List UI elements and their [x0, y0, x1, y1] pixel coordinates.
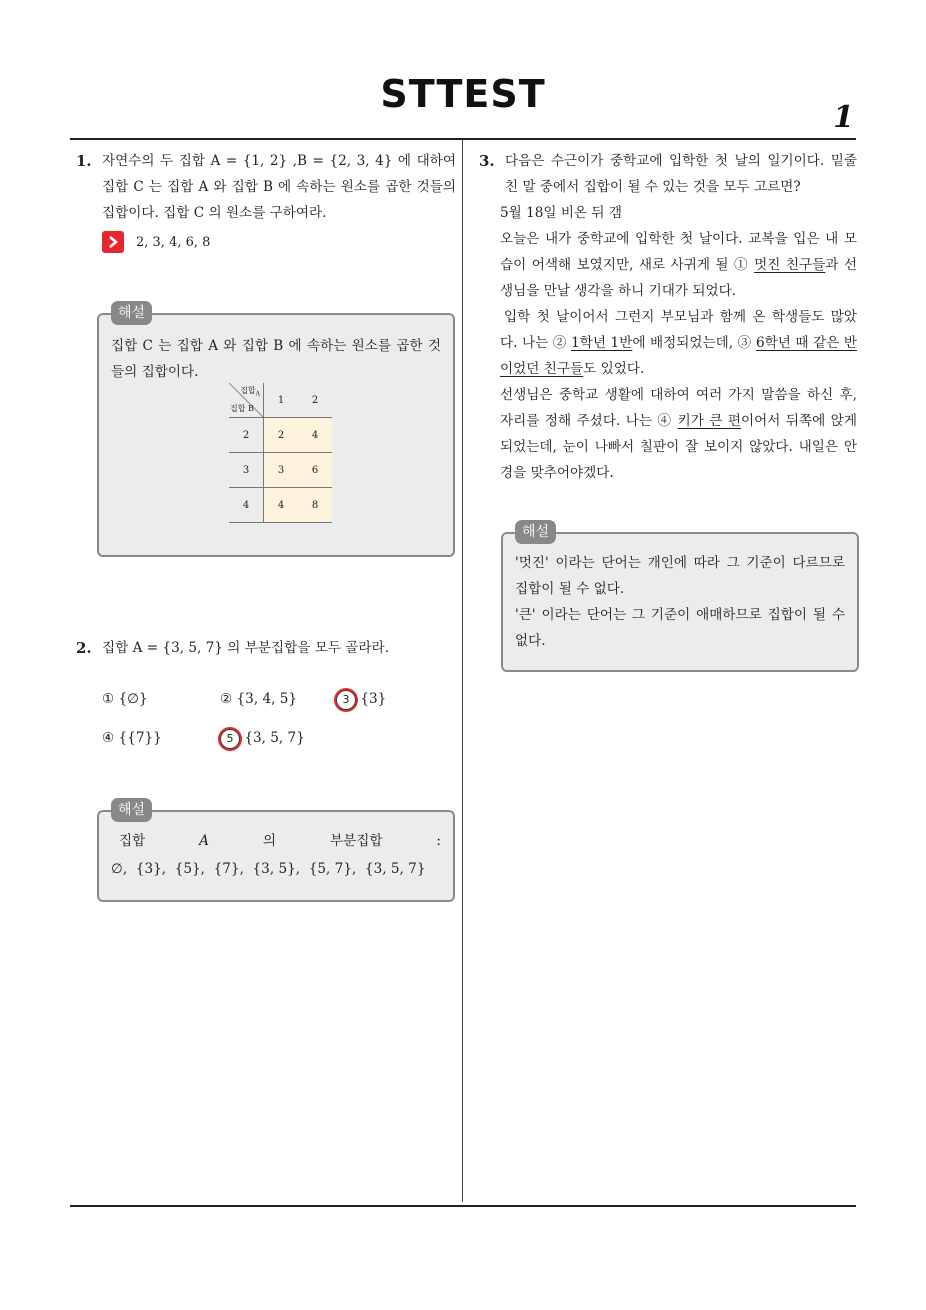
- choice-3[interactable]: [336, 688, 386, 710]
- solution-text: 집합 C 는 집합 A 와 집합 B 에 속하는 원소를 곱한 것들의 집합이다.: [111, 338, 441, 380]
- solution-line-1: '멋진' 이라는 단어는 개인에 따라 그 기준이 다르므로 집합이 될 수 없다.: [515, 555, 845, 597]
- table-cell: 8: [298, 488, 332, 523]
- choice-text: {3}: [360, 691, 387, 707]
- choice-4[interactable]: [102, 727, 162, 749]
- choice-mark: ④: [102, 730, 115, 746]
- diary-date: 5월 18일 비온 뒤 갬: [500, 205, 623, 221]
- solution-label: 해설: [515, 520, 556, 544]
- question-number: 2.: [76, 639, 92, 657]
- page-number: 1: [833, 100, 854, 135]
- diary-paragraph-3: 선생님은 중학교 생활에 대하여 여러 가지 말씀을 하신 후, 자리를 정해 주셨다. 나는 ④ 키가 큰 편이어서 뒤쪽에 앉게 되었는데, 눈이 나빠서 칠판이 잘 보이지 않았다. 내일은 안경을 맞추어야겠다.: [500, 387, 857, 481]
- question-1: [76, 148, 456, 226]
- solution-box-1: [97, 305, 455, 557]
- question-text: 다음은 수근이가 중학교에 입학한 첫 날의 일기이다. 밑줄 친 말 중에서 집합이 될 수 있는 것을 모두 고르면?: [505, 153, 857, 195]
- question-number: 1.: [76, 152, 92, 170]
- underlined-phrase: 키가 큰 편: [677, 413, 742, 429]
- underlined-phrase: 6학년 때 같은 반이었던 친구들: [500, 335, 858, 377]
- choice-text: {∅}: [118, 691, 148, 707]
- row-header: 4: [229, 488, 264, 523]
- choice-mark-circled: 3: [336, 690, 356, 710]
- table-cell: 6: [298, 453, 332, 488]
- table-cell: 3: [264, 453, 299, 488]
- row-header: 2: [229, 418, 264, 453]
- solution-label: 해설: [111, 301, 152, 325]
- answer-row: [102, 230, 210, 254]
- top-rule: [70, 138, 856, 140]
- table-corner-cell: [229, 383, 264, 418]
- col-header: 2: [298, 383, 332, 418]
- solution-box-3: [501, 524, 859, 672]
- table-header-row: [229, 383, 332, 418]
- choice-2[interactable]: [220, 688, 297, 710]
- question-text: 집합 A = {3, 5, 7} 의 부분집합을 모두 골라라.: [102, 640, 390, 656]
- table-row: [229, 453, 332, 488]
- table-cell: 4: [264, 488, 299, 523]
- table-cell: 4: [298, 418, 332, 453]
- solution-label: 해설: [111, 798, 152, 822]
- row-header: 3: [229, 453, 264, 488]
- corner-bottom-label: 집합 B: [230, 404, 254, 413]
- column-divider: [462, 140, 463, 1202]
- diary-paragraph-2: 입학 첫 날이어서 그런지 부모님과 함께 온 학생들도 많았다. 나는 ② 1학년 1반에 배정되었는데, ③ 6학년 때 같은 반이었던 친구들도 있었다.: [500, 309, 858, 377]
- col-header: 1: [264, 383, 299, 418]
- page-title: STTEST: [380, 72, 546, 116]
- question-number: 3.: [479, 152, 495, 170]
- question-text: 자연수의 두 집합 A = {1, 2} ,B = {2, 3, 4} 에 대하여 집합 C 는 집합 A 와 집합 B 에 속하는 원소를 곱한 것들의 집합이다. 집합 C 의 원소를 구하여라.: [102, 153, 456, 221]
- choice-mark: ①: [102, 691, 115, 707]
- diary-paragraph-1: 오늘은 내가 중학교에 입학한 첫 날이다. 교복을 입은 내 모습이 어색해 보였지만, 새로 사귀게 될 ① 멋진 친구들과 선생님을 만날 생각을 하니 기대가 되었다.: [500, 231, 857, 299]
- solution-line-2: ∅, {3}, {5}, {7}, {3, 5}, {5, 7}, {3, 5, 7}: [111, 861, 426, 877]
- solution-line-1: 집합 A 의 부분집합 :: [119, 833, 441, 849]
- choice-text: {{7}}: [118, 730, 162, 746]
- choice-mark-circled: 5: [220, 729, 240, 749]
- corner-top-label: 집합$_A$: [240, 386, 260, 398]
- table-cell: 2: [264, 418, 299, 453]
- table-row: [229, 418, 332, 453]
- multiplication-table: [229, 383, 332, 523]
- choice-5[interactable]: [220, 727, 305, 749]
- solution-line-2: '큰' 이라는 단어는 그 기준이 애매하므로 집합이 될 수 없다.: [515, 607, 845, 649]
- choice-mark: ②: [220, 691, 233, 707]
- chevron-right-icon: [102, 231, 124, 253]
- choice-text: {3, 5, 7}: [244, 730, 305, 746]
- bottom-rule: [70, 1205, 856, 1207]
- question-2: [76, 635, 456, 661]
- table-row: [229, 488, 332, 523]
- question-3: [479, 148, 857, 200]
- choice-text: {3, 4, 5}: [236, 691, 298, 707]
- answer-text: 2, 3, 4, 6, 8: [136, 234, 211, 250]
- underlined-phrase: 멋진 친구들: [754, 257, 826, 273]
- solution-box-2: [97, 802, 455, 902]
- choice-1[interactable]: [102, 688, 148, 710]
- underlined-phrase: 1학년 1반: [571, 335, 633, 351]
